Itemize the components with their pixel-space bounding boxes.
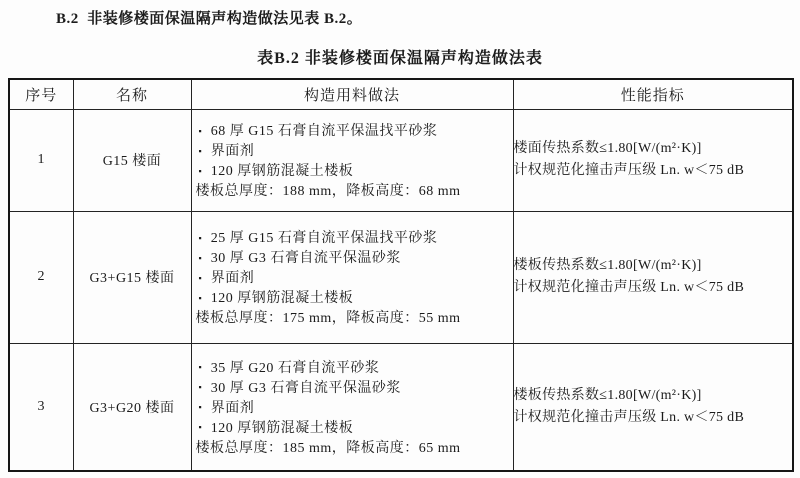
thickness-summary: 楼板总厚度：188 mm，降板高度：68 mm	[195, 184, 461, 199]
construction-item-text: 120 厚钢筋混凝土楼板	[210, 164, 354, 179]
construction-item	[196, 120, 509, 140]
construction-item	[196, 377, 509, 397]
square-bullet-icon: ▪	[198, 402, 202, 413]
table-header	[9, 79, 793, 109]
acoustic-spec: 计权规范化撞击声压级 Ln. w＜75 dB	[513, 163, 745, 178]
construction-item	[196, 397, 509, 417]
square-bullet-icon: ▪	[198, 232, 202, 243]
construction-cell	[191, 109, 513, 211]
table-row	[9, 109, 793, 211]
row-name: G15 楼面	[73, 109, 191, 211]
header-cell-name: 名称	[73, 79, 191, 109]
construction-item	[196, 417, 509, 437]
construction-item-text: 68 厚 G15 石膏自流平保温找平砂浆	[210, 124, 438, 139]
square-bullet-icon: ▪	[198, 165, 202, 176]
square-bullet-icon: ▪	[198, 272, 202, 283]
square-bullet-icon: ▪	[198, 125, 202, 136]
table-row	[9, 343, 793, 471]
construction-cell	[191, 211, 513, 343]
construction-item-text: 120 厚钢筋混凝土楼板	[210, 291, 354, 306]
row-name: G3+G15 楼面	[73, 211, 191, 343]
construction-item	[196, 227, 509, 247]
square-bullet-icon: ▪	[198, 252, 202, 263]
table-body	[9, 109, 793, 471]
construction-item-text: 界面剂	[210, 144, 255, 159]
construction-item-text: 界面剂	[210, 400, 255, 416]
header-row	[9, 79, 793, 109]
row-name: G3+G20 楼面	[73, 343, 191, 471]
acoustic-spec: 计权规范化撞击声压级 Ln. w＜75 dB	[513, 280, 745, 295]
square-bullet-icon: ▪	[198, 382, 202, 393]
thermal-spec: 楼板传热系数≤1.80[W/(m²·K)]	[513, 258, 702, 273]
construction-item-text: 25 厚 G15 石膏自流平保温找平砂浆	[210, 231, 438, 246]
thermal-spec: 楼面传热系数≤1.80[W/(m²·K)]	[513, 141, 702, 156]
construction-table	[8, 78, 794, 472]
square-bullet-icon: ▪	[198, 362, 202, 373]
construction-item	[196, 287, 509, 307]
construction-item	[196, 247, 509, 267]
row-number: 2	[9, 211, 73, 343]
row-number: 1	[9, 109, 73, 211]
construction-item	[196, 267, 509, 287]
construction-item	[196, 357, 509, 377]
square-bullet-icon: ▪	[198, 292, 202, 303]
construction-item	[196, 160, 509, 180]
construction-item-text: 30 厚 G3 石膏自流平保温砂浆	[210, 251, 401, 266]
construction-item	[196, 140, 509, 160]
header-cell-no: 序号	[9, 79, 73, 109]
construction-item-text: 界面剂	[210, 271, 255, 286]
row-number: 3	[9, 343, 73, 471]
construction-item-text: 35 厚 G20 石膏自流平砂浆	[210, 360, 380, 376]
construction-cell	[191, 343, 513, 471]
thickness-summary: 楼板总厚度：185 mm，降板高度：65 mm	[195, 440, 461, 456]
construction-item-text: 120 厚钢筋混凝土楼板	[210, 420, 354, 436]
thickness-summary: 楼板总厚度：175 mm，降板高度：55 mm	[195, 311, 461, 326]
table-row	[9, 211, 793, 343]
construction-item-text: 30 厚 G3 石膏自流平保温砂浆	[210, 380, 401, 396]
thermal-spec: 楼板传热系数≤1.80[W/(m²·K)]	[513, 387, 702, 403]
performance-cell	[513, 109, 793, 211]
performance-cell	[513, 343, 793, 471]
table-title: 表B.2 非装修楼面保温隔声构造做法表	[257, 50, 543, 67]
acoustic-spec: 计权规范化撞击声压级 Ln. w＜75 dB	[513, 409, 745, 425]
header-cell-construction: 构造用料做法	[191, 79, 513, 109]
performance-cell	[513, 211, 793, 343]
clause-heading: B.2 非装修楼面保温隔声构造做法见表 B.2。	[56, 11, 363, 27]
square-bullet-icon: ▪	[198, 145, 202, 156]
square-bullet-icon: ▪	[198, 422, 202, 433]
header-cell-performance: 性能指标	[513, 79, 793, 109]
